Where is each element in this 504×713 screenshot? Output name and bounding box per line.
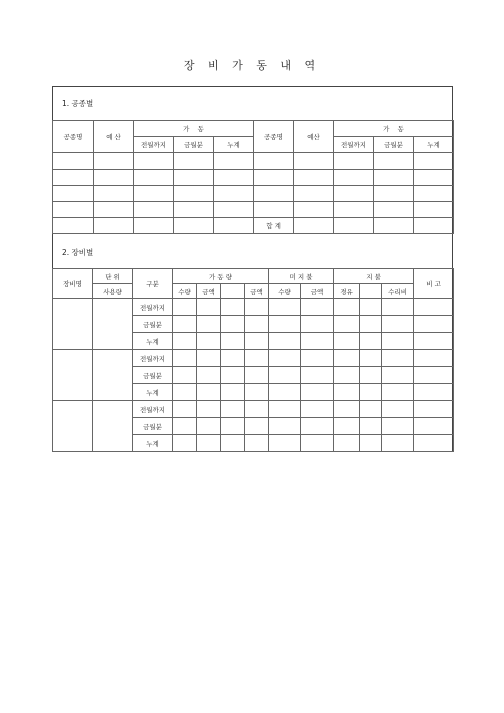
header-budget: 예 산 <box>94 121 134 153</box>
work-type-table <box>52 120 454 234</box>
header-operation: 가 동 <box>134 121 254 137</box>
header-usage: 사용량 <box>93 284 133 299</box>
row-prev: 전월까지 <box>133 299 173 316</box>
header-paid: 지 불 <box>334 269 414 284</box>
header-prev: 전월까지 <box>134 137 174 153</box>
header-unpaid: 미 지 불 <box>269 269 334 284</box>
header-total-2: 누계 <box>414 137 454 153</box>
header-op-amount: 가 동 량 <box>173 269 269 284</box>
table-row <box>53 401 454 418</box>
table-row <box>53 350 454 367</box>
header-qty-2: 수량 <box>269 284 301 299</box>
header-prev-2: 전월까지 <box>334 137 374 153</box>
row-total: 누계 <box>133 384 173 401</box>
total-label: 합 계 <box>254 218 294 234</box>
page-title: 장 비 가 동 내 역 <box>183 59 321 72</box>
header-work-name-2: 공종명 <box>254 121 294 153</box>
header-amt-2: 금액 <box>245 284 269 299</box>
section1-label: 1. 공종별 <box>62 99 94 108</box>
row-this: 금월분 <box>133 418 173 435</box>
header-unit: 단 위 <box>93 269 133 284</box>
header-amt-3: 금액 <box>301 284 334 299</box>
table-row <box>53 153 454 170</box>
row-prev: 전월까지 <box>133 350 173 367</box>
table-row <box>53 218 454 234</box>
header-total: 누계 <box>214 137 254 153</box>
header-amt: 금액 <box>197 284 221 299</box>
table-row <box>53 202 454 218</box>
row-prev: 전월까지 <box>133 401 173 418</box>
header-this-2: 금월분 <box>374 137 414 153</box>
row-total: 누계 <box>133 333 173 350</box>
equipment-table <box>52 268 454 452</box>
header-div: 구분 <box>133 269 173 299</box>
header-fuel: 경유 <box>334 284 360 299</box>
header-qty: 수량 <box>173 284 197 299</box>
table-row <box>53 170 454 186</box>
row-this: 금월분 <box>133 367 173 384</box>
header-equip: 장비명 <box>53 269 93 299</box>
section2-label: 2. 장비별 <box>62 248 94 257</box>
header-this: 금월분 <box>174 137 214 153</box>
row-this: 금월분 <box>133 316 173 333</box>
header-repair: 수리비 <box>382 284 414 299</box>
table-row <box>53 186 454 202</box>
table-row <box>53 299 454 316</box>
header-operation-2: 가 동 <box>334 121 454 137</box>
header-remark: 비 고 <box>414 269 454 299</box>
row-total: 누계 <box>133 435 173 452</box>
header-work-name: 공종명 <box>53 121 94 153</box>
header-budget-2: 예산 <box>294 121 334 153</box>
